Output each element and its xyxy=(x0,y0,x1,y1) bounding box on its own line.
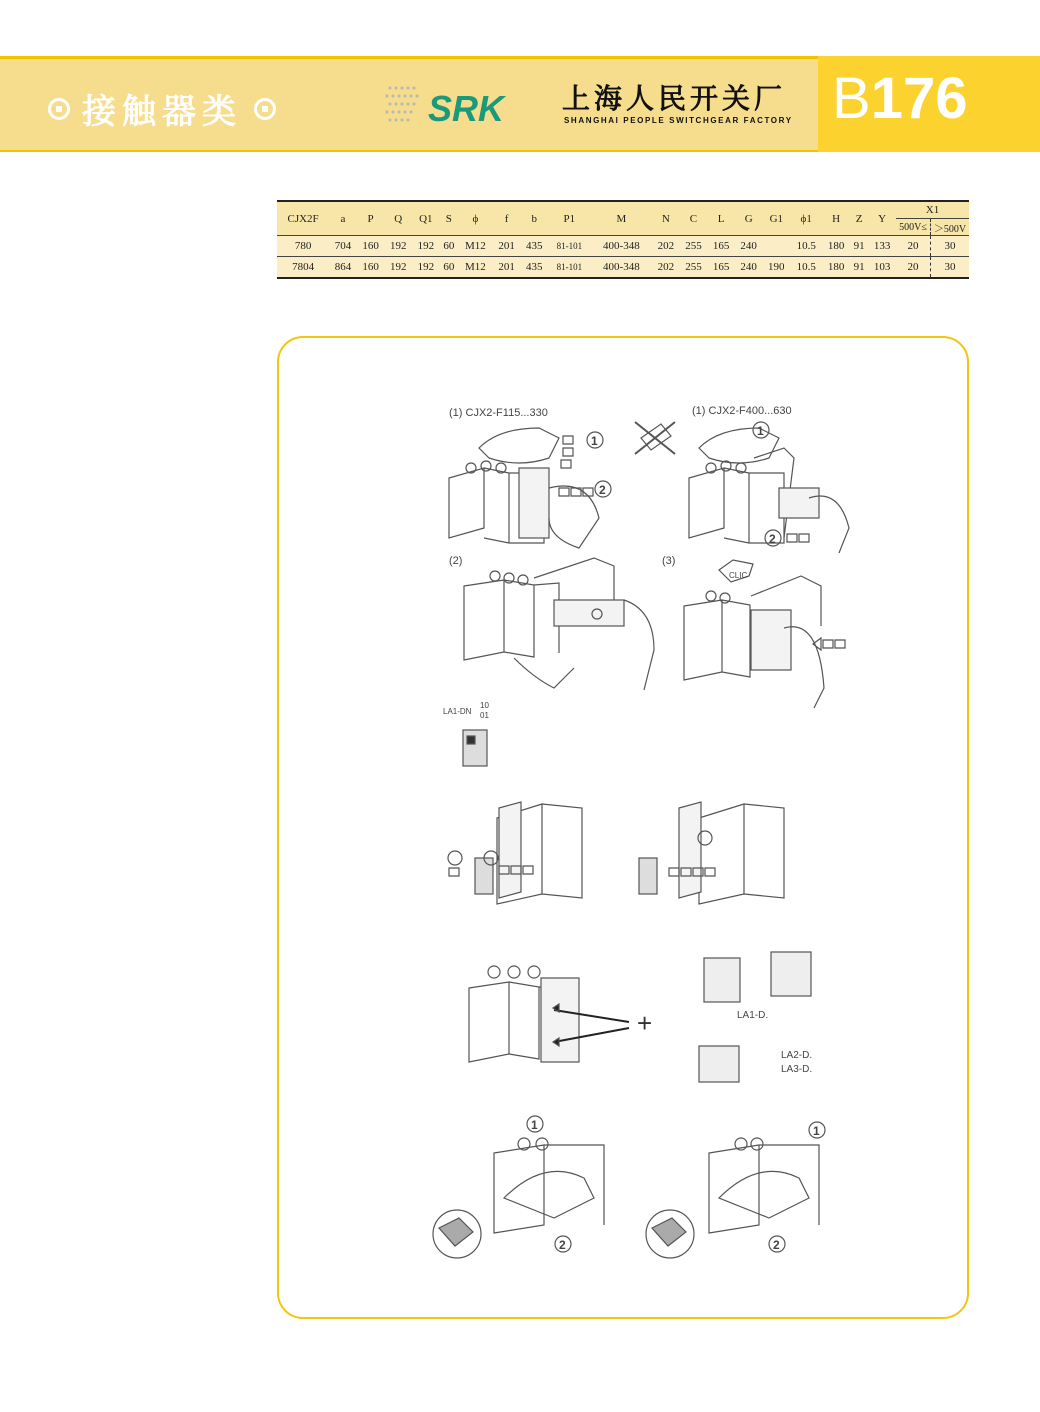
contactor-icon xyxy=(699,804,784,904)
col-header: Q xyxy=(384,201,412,236)
table-cell: M12 xyxy=(458,257,493,279)
table-cell: 202 xyxy=(652,257,680,279)
col-header: P1 xyxy=(548,201,591,236)
auxiliary-block-icon xyxy=(639,858,657,894)
arrow-boxes-icon xyxy=(559,488,593,496)
col-header: S xyxy=(440,201,458,236)
company-name-cn: 上海人民开关厂 xyxy=(562,82,787,115)
col-header: Y xyxy=(868,201,896,236)
col-header: f xyxy=(493,201,521,236)
hand-icon xyxy=(699,428,779,463)
table-cell: 202 xyxy=(652,236,680,257)
figure-accessories xyxy=(469,952,812,1082)
table-cell: 780 xyxy=(277,236,329,257)
step-number: 1 xyxy=(757,424,764,438)
bullet-icon xyxy=(48,98,70,120)
hand-icon xyxy=(504,1171,594,1218)
category-title xyxy=(48,84,276,133)
part-label: LA1-D. xyxy=(737,1010,769,1021)
assembly-illustrations xyxy=(279,338,967,1317)
table-cell: 190 xyxy=(762,257,790,279)
table-cell: 91 xyxy=(850,236,868,257)
table-cell: 192 xyxy=(412,257,440,279)
figure-la1-dn xyxy=(443,701,489,766)
table-cell: 864 xyxy=(329,257,357,279)
col-header: H xyxy=(822,201,850,236)
table-cell: 160 xyxy=(357,257,385,279)
part-label: LA2-D. xyxy=(781,1050,813,1061)
step-number: 2 xyxy=(769,532,776,546)
table-cell: 20 xyxy=(896,257,931,279)
figure-step-2 xyxy=(449,555,654,690)
table-cell: 704 xyxy=(329,236,357,257)
table-cell: 201 xyxy=(493,257,521,279)
figure-label: (1) CJX2-F400...630 xyxy=(692,405,792,417)
table-cell: 7804 xyxy=(277,257,329,279)
col-header: ϕ xyxy=(458,201,493,236)
table-cell: 81-101 xyxy=(548,257,591,279)
col-header: Z xyxy=(850,201,868,236)
step-number: 1 xyxy=(531,1118,538,1132)
table-cell: 240 xyxy=(735,236,763,257)
col-header: G1 xyxy=(762,201,790,236)
hand-icon xyxy=(719,1171,809,1218)
step-number: 1 xyxy=(813,1124,820,1138)
contactor-icon xyxy=(464,580,559,660)
la1-d-block-icon xyxy=(771,952,811,996)
plus-sign: + xyxy=(637,1008,653,1038)
page-digits: 176 xyxy=(870,66,968,131)
table-cell: M12 xyxy=(458,236,493,257)
step-number: 2 xyxy=(559,1238,566,1252)
col-header: P xyxy=(357,201,385,236)
figure-label: (3) xyxy=(662,555,676,567)
table-row xyxy=(277,236,969,257)
figure-removal-2 xyxy=(646,1122,825,1258)
table-cell xyxy=(762,236,790,257)
table-cell: 160 xyxy=(357,236,385,257)
step-number: 2 xyxy=(599,483,606,497)
col-header: N xyxy=(652,201,680,236)
table-cell: 435 xyxy=(520,236,548,257)
step-number: 1 xyxy=(591,434,598,448)
table-cell: 192 xyxy=(412,236,440,257)
company-logo xyxy=(384,78,804,132)
table-cell: 180 xyxy=(822,257,850,279)
col-header-x1: X1 xyxy=(896,201,969,219)
table-cell: 30 xyxy=(931,257,970,279)
contactor-icon xyxy=(494,1145,604,1233)
la2-d-block-icon xyxy=(699,1046,739,1082)
hand-icon xyxy=(549,486,599,548)
step-badge-icon xyxy=(448,851,462,865)
dot-pattern-icon xyxy=(386,87,419,122)
table-cell: 10.5 xyxy=(790,257,822,279)
illustration-frame xyxy=(277,336,969,1319)
page-number xyxy=(832,66,968,131)
table-row xyxy=(277,257,969,279)
hand-icon xyxy=(479,428,559,463)
figure-f400-630 xyxy=(635,405,849,553)
table-cell: 10.5 xyxy=(790,236,822,257)
table-cell: 133 xyxy=(868,236,896,257)
rail-icon xyxy=(554,600,624,626)
page-number-box xyxy=(818,56,1040,152)
table-cell: 165 xyxy=(707,236,735,257)
table-cell: 30 xyxy=(931,236,970,257)
table-cell: 255 xyxy=(680,236,708,257)
table-cell: 20 xyxy=(896,236,931,257)
contactor-icon xyxy=(709,1145,819,1233)
table-cell: 60 xyxy=(440,236,458,257)
company-name-en: SHANGHAI PEOPLE SWITCHGEAR FACTORY xyxy=(564,116,793,125)
col-header: ϕ1 xyxy=(790,201,822,236)
table-cell: 435 xyxy=(520,257,548,279)
col-header: M xyxy=(591,201,652,236)
col-header: G xyxy=(735,201,763,236)
figure-side-attach-2 xyxy=(639,802,784,904)
table-cell: 165 xyxy=(707,257,735,279)
table-cell: 91 xyxy=(850,257,868,279)
arrow-boxes-icon xyxy=(787,534,809,542)
table-cell: 400-348 xyxy=(591,257,652,279)
figure-removal-1 xyxy=(433,1116,604,1258)
col-header: L xyxy=(707,201,735,236)
table-cell: 192 xyxy=(384,236,412,257)
table-cell: 240 xyxy=(735,257,763,279)
col-header: C xyxy=(680,201,708,236)
page-letter: B xyxy=(832,66,871,131)
col-header: b xyxy=(520,201,548,236)
category-label: 接触器类 xyxy=(82,92,242,132)
figure-label: (2) xyxy=(449,555,463,567)
table-cell: 192 xyxy=(384,257,412,279)
contactor-icon xyxy=(684,600,750,680)
part-label: LA1-DN xyxy=(443,707,472,716)
bullet-icon xyxy=(254,98,276,120)
la1-d-block-icon xyxy=(704,958,740,1002)
clic-label: CLIC xyxy=(729,571,748,580)
table-cell: 201 xyxy=(493,236,521,257)
logo-mark: SRK xyxy=(428,88,505,129)
mounting-plate-icon xyxy=(534,558,614,606)
table-cell: 60 xyxy=(440,257,458,279)
figure-step-3 xyxy=(662,555,845,708)
part-label: LA3-D. xyxy=(781,1064,813,1075)
step-number: 2 xyxy=(773,1238,780,1252)
col-subheader: ＞500V xyxy=(931,219,970,236)
table-cell: 255 xyxy=(680,257,708,279)
table-header-row xyxy=(277,201,969,219)
auxiliary-block-icon xyxy=(475,858,493,894)
figure-label: (1) CJX2-F115...330 xyxy=(449,407,548,419)
table-cell: 103 xyxy=(868,257,896,279)
part-label: 10 xyxy=(480,701,489,710)
part-label: 01 xyxy=(480,711,489,720)
figure-side-attach-1 xyxy=(448,802,582,904)
col-header: a xyxy=(329,201,357,236)
col-subheader: 500V≤ xyxy=(896,219,931,236)
figure-f115-330 xyxy=(449,407,611,548)
table-cell: 81-101 xyxy=(548,236,591,257)
table-cell: 400-348 xyxy=(591,236,652,257)
arrow-boxes-icon xyxy=(561,436,573,468)
arrow-boxes-icon xyxy=(813,638,845,650)
col-header: CJX2F xyxy=(277,201,329,236)
dimension-table xyxy=(277,200,969,279)
col-header: Q1 xyxy=(412,201,440,236)
table-cell: 180 xyxy=(822,236,850,257)
